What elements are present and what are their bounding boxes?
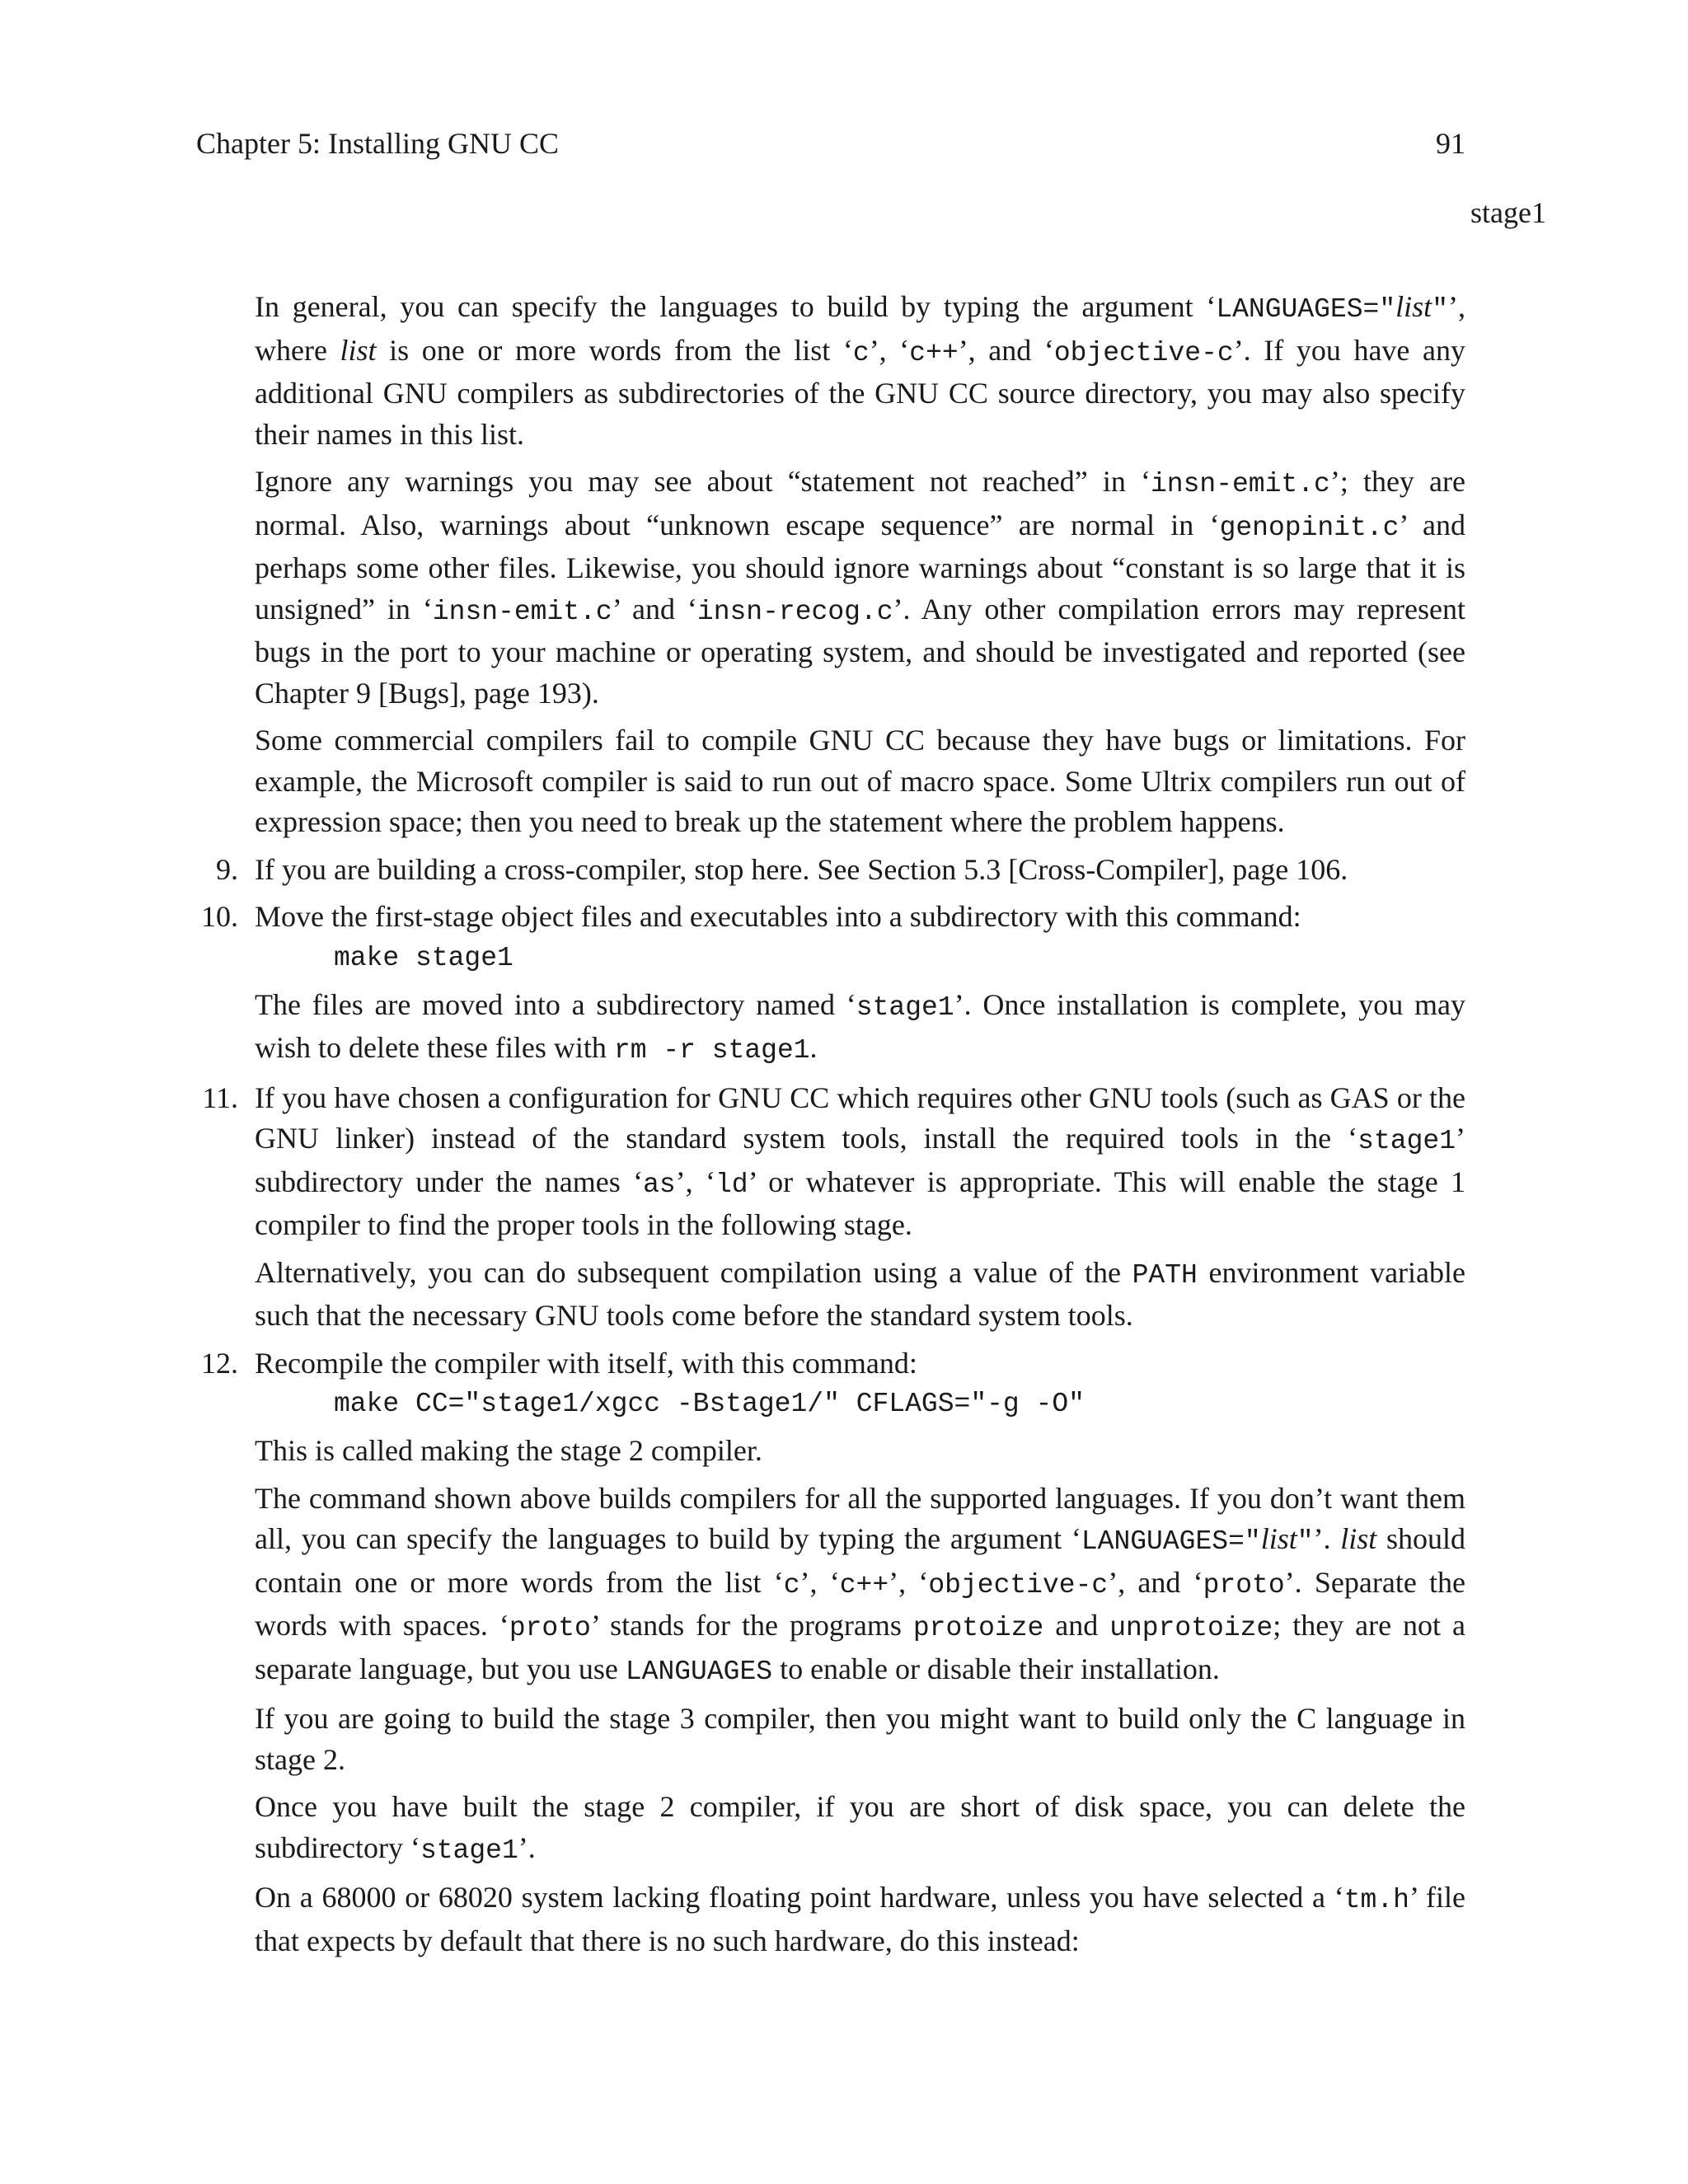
list-item-11	[202, 1078, 1465, 1337]
paragraph-commercial-compilers: Some commercial compilers fail to compile GNU CC because they have bugs or limitations. For example, the Microsoft compiler is said to run out of macro space. Some Ultrix compilers run out of expression space; then you need to break up the statement where the problem happens.	[255, 724, 1465, 838]
list-number: 10.	[201, 900, 238, 933]
list-item-paragraph: The files are moved into a subdirectory named ‘stage1’. Once installation is complete, you may wish to delete these files with rm -r stage1.	[255, 987, 1465, 1066]
list-item-text: Move the first-stage object files and executables into a subdirectory with this command:	[255, 900, 1301, 933]
list-number: 9.	[216, 852, 238, 886]
list-item-paragraph: This is called making the stage 2 compiler.	[255, 1434, 762, 1467]
paragraph-warnings: Ignore any warnings you may see about “statement not reached” in ‘insn-emit.c’; they are normal. Also, warnings about “unknown escape sequence” are normal in ‘genopinit.c’ and perhaps some other files. Likewise, you should ignore warnings about “constant is so large that it is unsigned” in ‘insn-emit.c’ and ‘insn-recog.c’. Any other compilation errors may represent bugs in the port to your machine or operating system, and should be investigated and reported (see Chapter 9 [Bugs], page 193).	[255, 465, 1465, 710]
body-text	[201, 287, 1466, 1968]
paragraph-languages: In general, you can specify the languages to build by typing the argument ‘LANGUAGES="list"’, where list is one or more words from the list ‘c’, ‘c++’, and ‘objective-c’. If you have any additional GNU compilers as subdirectories of the GNU CC source directory, you may also specify their names in this list.	[255, 290, 1465, 451]
list-item-9	[216, 850, 1465, 891]
margin-note: stage1	[1470, 196, 1546, 229]
page-number: 91	[1436, 127, 1465, 160]
list-item-12	[201, 1343, 1466, 1962]
list-item-paragraph: On a 68000 or 68020 system lacking floating point hardware, unless you have selected a ‘tm.h’ file that expects by default that there is no such hardware, do this instead:	[255, 1881, 1465, 1957]
code-block: make stage1	[334, 942, 513, 973]
list-item-text: Recompile the compiler with itself, with this command:	[255, 1346, 917, 1380]
code-block: make CC="stage1/xgcc -Bstage1/" CFLAGS="-g -O"	[334, 1389, 1085, 1419]
list-item-text: If you are building a cross-compiler, stop here. See Section 5.3 [Cross-Compiler], page 106.	[255, 852, 1348, 886]
list-number: 12.	[201, 1346, 238, 1380]
list-item-paragraph: If you are going to build the stage 3 compiler, then you might want to build only the C language in stage 2.	[255, 1702, 1465, 1776]
list-item-10	[201, 897, 1465, 1071]
list-item-paragraph: Once you have built the stage 2 compiler, if you are short of disk space, you can delete the subdirectory ‘stage1’.	[255, 1790, 1465, 1866]
list-item-paragraph: If you have chosen a configuration for GNU CC which requires other GNU tools (such as GAS or the GNU linker) instead of the standard system tools, install the required tools in the ‘stage1’ subdirectory under the names ‘as’, ‘ld’ or whatever is appropriate. This will enable the stage 1 compiler to find the proper tools in the following stage.	[255, 1080, 1465, 1241]
chapter-title: Chapter 5: Installing GNU CC	[196, 127, 559, 160]
list-number: 11.	[202, 1080, 238, 1114]
list-item-paragraph: Alternatively, you can do subsequent compilation using a value of the PATH environment variable such that the necessary GNU tools come before the standard system tools.	[255, 1255, 1465, 1332]
list-item-paragraph: The command shown above builds compilers for all the supported languages. If you don’t want them all, you can specify the languages to build by typing the argument ‘LANGUAGES="list"’. list should contain one or more words from the list ‘c’, ‘c++’, ‘objective-c’, and ‘proto’. Separate the words with spaces. ‘proto’ stands for the programs protoize and unprotoize; they are not a separate language, but you use LANGUAGES to enable or disable their installation.	[255, 1481, 1466, 1687]
